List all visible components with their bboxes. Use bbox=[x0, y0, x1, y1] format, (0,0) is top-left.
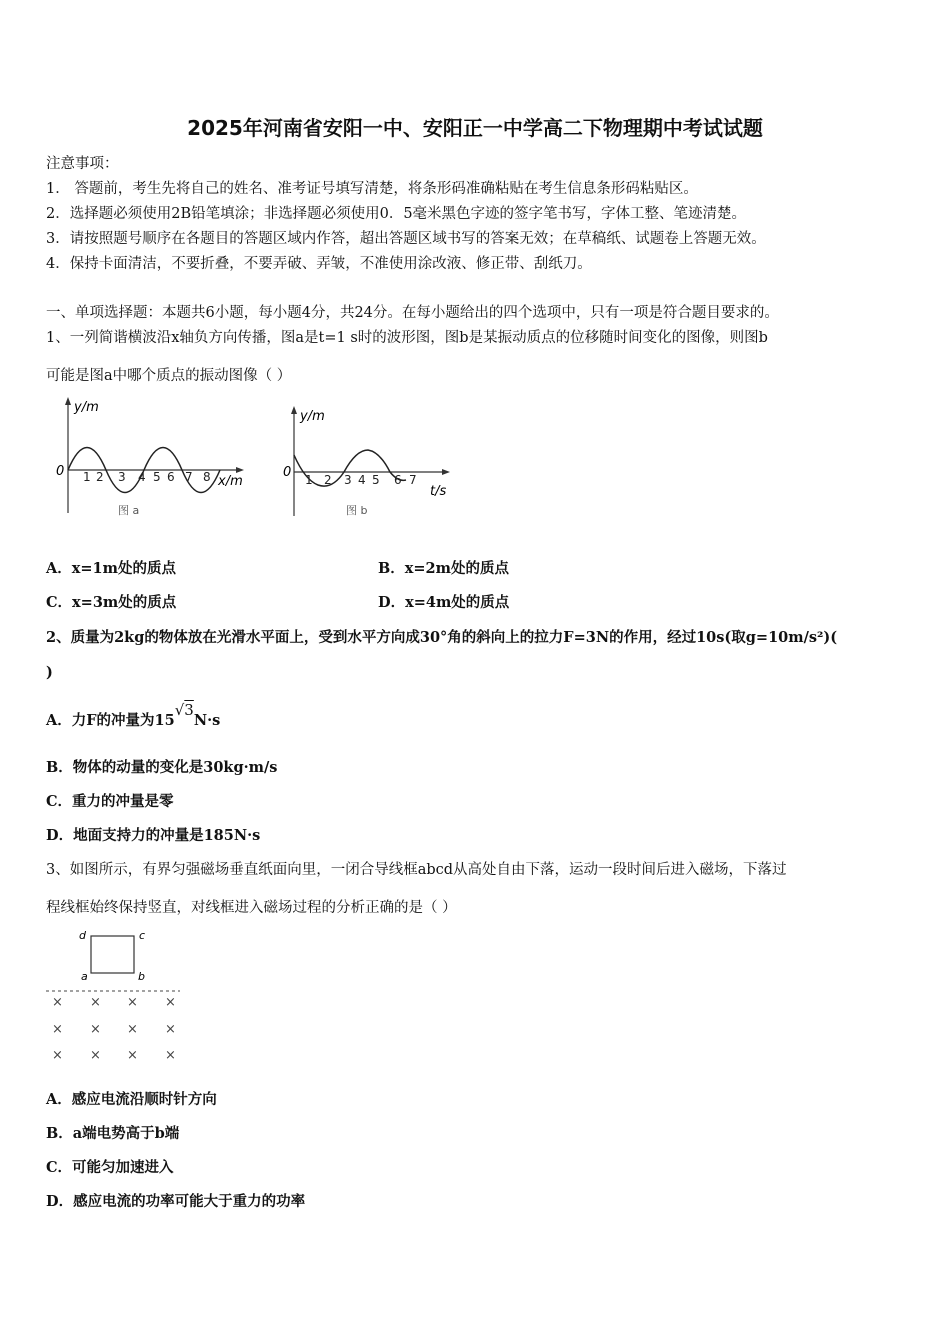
fig-a-tick: 6 bbox=[167, 470, 175, 484]
fig-a-tick: 2 bbox=[96, 470, 104, 484]
wire-frame bbox=[91, 936, 134, 973]
fig-b-tick: 2 bbox=[324, 473, 332, 487]
field-mark: × bbox=[127, 995, 138, 1010]
fig-a-ylabel: y/m bbox=[74, 400, 99, 415]
page-title: 2025年河南省安阳一中、安阳正一中学高二下物理期中考试试题 bbox=[187, 116, 763, 140]
fig-a-origin: 0 bbox=[56, 464, 65, 479]
fig-a-caption: 图 a bbox=[118, 504, 140, 517]
q3-option-b: B．a端电势高于b端 bbox=[46, 1125, 180, 1142]
fig-b-tick: 1 bbox=[305, 473, 313, 487]
q2-option-b: B．物体的动量的变化是30kg·m/s bbox=[46, 759, 278, 776]
notice-heading: 注意事项： bbox=[46, 156, 119, 172]
field-mark: × bbox=[90, 1048, 101, 1063]
q3-stem-line2: 程线框始终保持竖直，对线框进入磁场过程的分析正确的是（ ） bbox=[46, 900, 457, 916]
label-a: a bbox=[81, 970, 88, 983]
field-mark: × bbox=[52, 1022, 63, 1037]
notice-item: 1． 答题前，考生先将自己的姓名、准考证号填写清楚，将条形码准确粘贴在考生信息条形码粘贴区。 bbox=[46, 181, 698, 197]
fig-a-tick: 7 bbox=[185, 470, 193, 484]
fig-a-tick: 5 bbox=[153, 470, 161, 484]
field-mark: × bbox=[52, 1048, 63, 1063]
fig-b-caption: 图 b bbox=[346, 504, 368, 517]
q3-stem-line1: 3、如图所示，有界匀强磁场垂直纸面向里，一闭合导线框abcd从高处自由下落，运动一段时间后进入磁场，下落过 bbox=[46, 862, 787, 878]
fig-b-tick: 4 bbox=[358, 473, 366, 487]
field-mark: × bbox=[52, 995, 63, 1010]
label-d: d bbox=[79, 929, 86, 942]
q2-stem-line1: 2、质量为2kg的物体放在光滑水平面上，受到水平方向成30°角的斜向上的拉力F=3N的作用，经过10s(取g=10m/s²)( bbox=[46, 629, 838, 646]
q2-option-a bbox=[46, 701, 221, 730]
q2-option-a-prefix: A．力F的冲量为15 bbox=[46, 712, 175, 729]
q1-stem-line2: 可能是图a中哪个质点的振动图像（ ） bbox=[46, 368, 292, 384]
fig-b-tick: 5 bbox=[372, 473, 380, 487]
sqrt-symbol: √3 bbox=[174, 701, 194, 719]
fig-a-tick: 4 bbox=[138, 470, 146, 484]
fig-b-origin: 0 bbox=[283, 465, 292, 480]
notice-item: 4．保持卡面清洁，不要折叠，不要弄破、弄皱，不准使用涂改液、修正带、刮纸刀。 bbox=[46, 256, 592, 272]
field-mark: × bbox=[165, 1048, 176, 1063]
fig-b-tick: 3 bbox=[344, 473, 352, 487]
q2-option-a-root: 3 bbox=[184, 701, 194, 719]
label-c: c bbox=[139, 929, 146, 942]
q3-option-d: D．感应电流的功率可能大于重力的功率 bbox=[46, 1193, 306, 1210]
q1-figure-b bbox=[280, 400, 460, 525]
fig-b-xlabel: t/s bbox=[430, 484, 447, 499]
q1-option-c: C．x=3m处的质点 bbox=[46, 594, 177, 611]
q1-option-b: B．x=2m处的质点 bbox=[378, 560, 509, 577]
label-b: b bbox=[138, 970, 145, 983]
q2-option-c: C．重力的冲量是零 bbox=[46, 793, 174, 810]
field-mark: × bbox=[90, 1022, 101, 1037]
field-mark: × bbox=[127, 1022, 138, 1037]
fig-b-ylabel: y/m bbox=[300, 409, 325, 424]
notice-item: 3．请按照题号顺序在各题目的答题区域内作答，超出答题区域书写的答案无效；在草稿纸、试题卷上答题无效。 bbox=[46, 231, 766, 247]
fig-b-tick: 7 bbox=[409, 473, 417, 487]
fig-a-tick: 8 bbox=[203, 470, 211, 484]
field-mark: × bbox=[127, 1048, 138, 1063]
notice-item: 2．选择题必须使用2B铅笔填涂；非选择题必须使用0．5毫米黑色字迹的签字笔书写，字体工整、笔迹清楚。 bbox=[46, 206, 747, 222]
q2-option-a-suffix: N·s bbox=[193, 712, 221, 729]
q3-option-a: A．感应电流沿顺时针方向 bbox=[46, 1091, 217, 1108]
fig-a-xlabel: x/m bbox=[218, 474, 243, 489]
q1-figure-a bbox=[50, 393, 265, 523]
q1-stem-line1: 1、一列简谐横波沿x轴负方向传播，图a是t=1 s时的波形图，图b是某振动质点的位移随时间变化的图像，则图b bbox=[46, 330, 768, 346]
section-heading: 一、单项选择题：本题共6小题，每小题4分，共24分。在每小题给出的四个选项中，只有一项是符合题目要求的。 bbox=[46, 305, 779, 321]
field-mark: × bbox=[165, 1022, 176, 1037]
q1-option-d: D．x=4m处的质点 bbox=[378, 594, 510, 611]
q3-figure bbox=[40, 925, 190, 1067]
field-mark: × bbox=[90, 995, 101, 1010]
q2-option-d: D．地面支持力的冲量是185N·s bbox=[46, 827, 261, 844]
fig-a-tick: 1 bbox=[83, 470, 91, 484]
q1-option-a: A．x=1m处的质点 bbox=[46, 560, 176, 577]
q3-option-c: C．可能匀加速进入 bbox=[46, 1159, 174, 1176]
q2-stem-line2: ) bbox=[46, 664, 53, 681]
fig-b-tick: 6 bbox=[394, 473, 402, 487]
fig-a-tick: 3 bbox=[118, 470, 126, 484]
field-mark: × bbox=[165, 995, 176, 1010]
